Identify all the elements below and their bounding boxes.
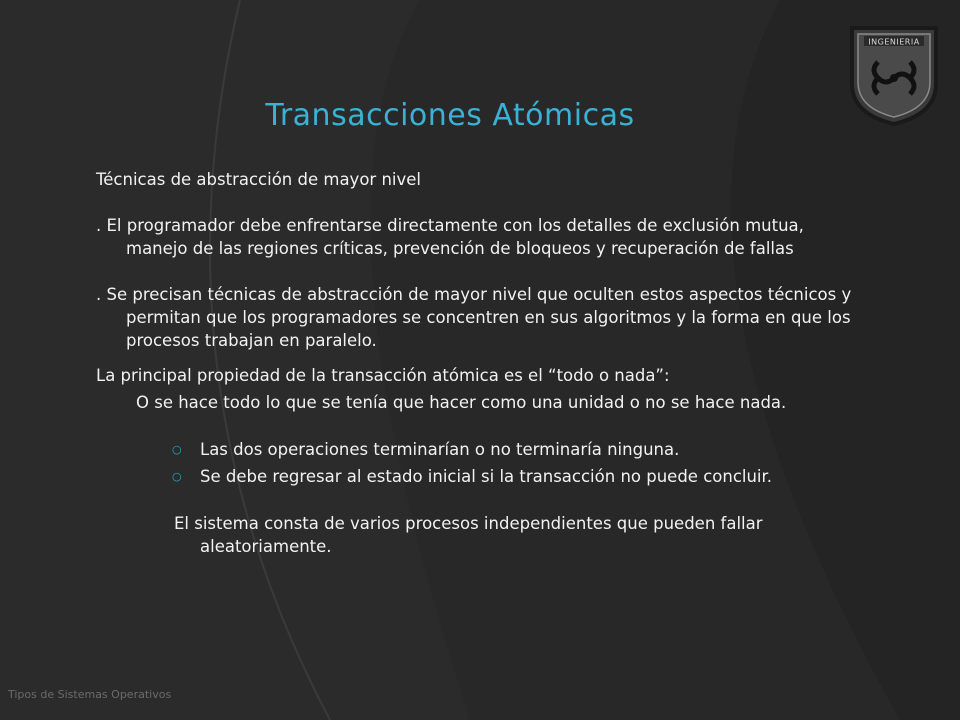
closing-text: El sistema consta de varios procesos independientes que pueden fallar aleatoriamente. (174, 514, 763, 556)
slide-title: Transacciones Atómicas (265, 98, 635, 133)
bullet-text: Se debe regresar al estado inicial si la transacción no puede concluir. (200, 467, 773, 486)
bullet-text: Las dos operaciones terminarían o no terminaría ninguna. (200, 440, 680, 459)
slide-body (96, 168, 856, 558)
bullet-item (172, 463, 856, 490)
bullet-list (96, 436, 856, 490)
paragraph-4: La principal propiedad de la transacción atómica es el “todo o nada”: (96, 366, 670, 385)
paragraph-1: Técnicas de abstracción de mayor nivel (96, 170, 421, 189)
circle-bullet-icon: ○ (172, 443, 182, 456)
bullet-item (172, 436, 856, 463)
paragraph-2: . El programador debe enfrentarse directamente con los detalles de exclusión mutua, manejo de las regiones críticas, prevención de bloqueos y recuperación de fallas (96, 216, 804, 258)
circle-bullet-icon: ○ (172, 470, 182, 483)
paragraph-5: O se hace todo lo que se tenía que hacer como una unidad o no se hace nada. (136, 393, 787, 412)
logo-text: INGENIERIA (868, 37, 920, 47)
footer-text: Tipos de Sistemas Operativos (8, 688, 172, 701)
paragraph-3: . Se precisan técnicas de abstracción de mayor nivel que oculten estos aspectos técnicos y permitan que los programadores se concentren en sus algoritmos y la forma en que los procesos trabajan en paralelo. (96, 285, 852, 350)
closing-paragraph (96, 512, 856, 558)
